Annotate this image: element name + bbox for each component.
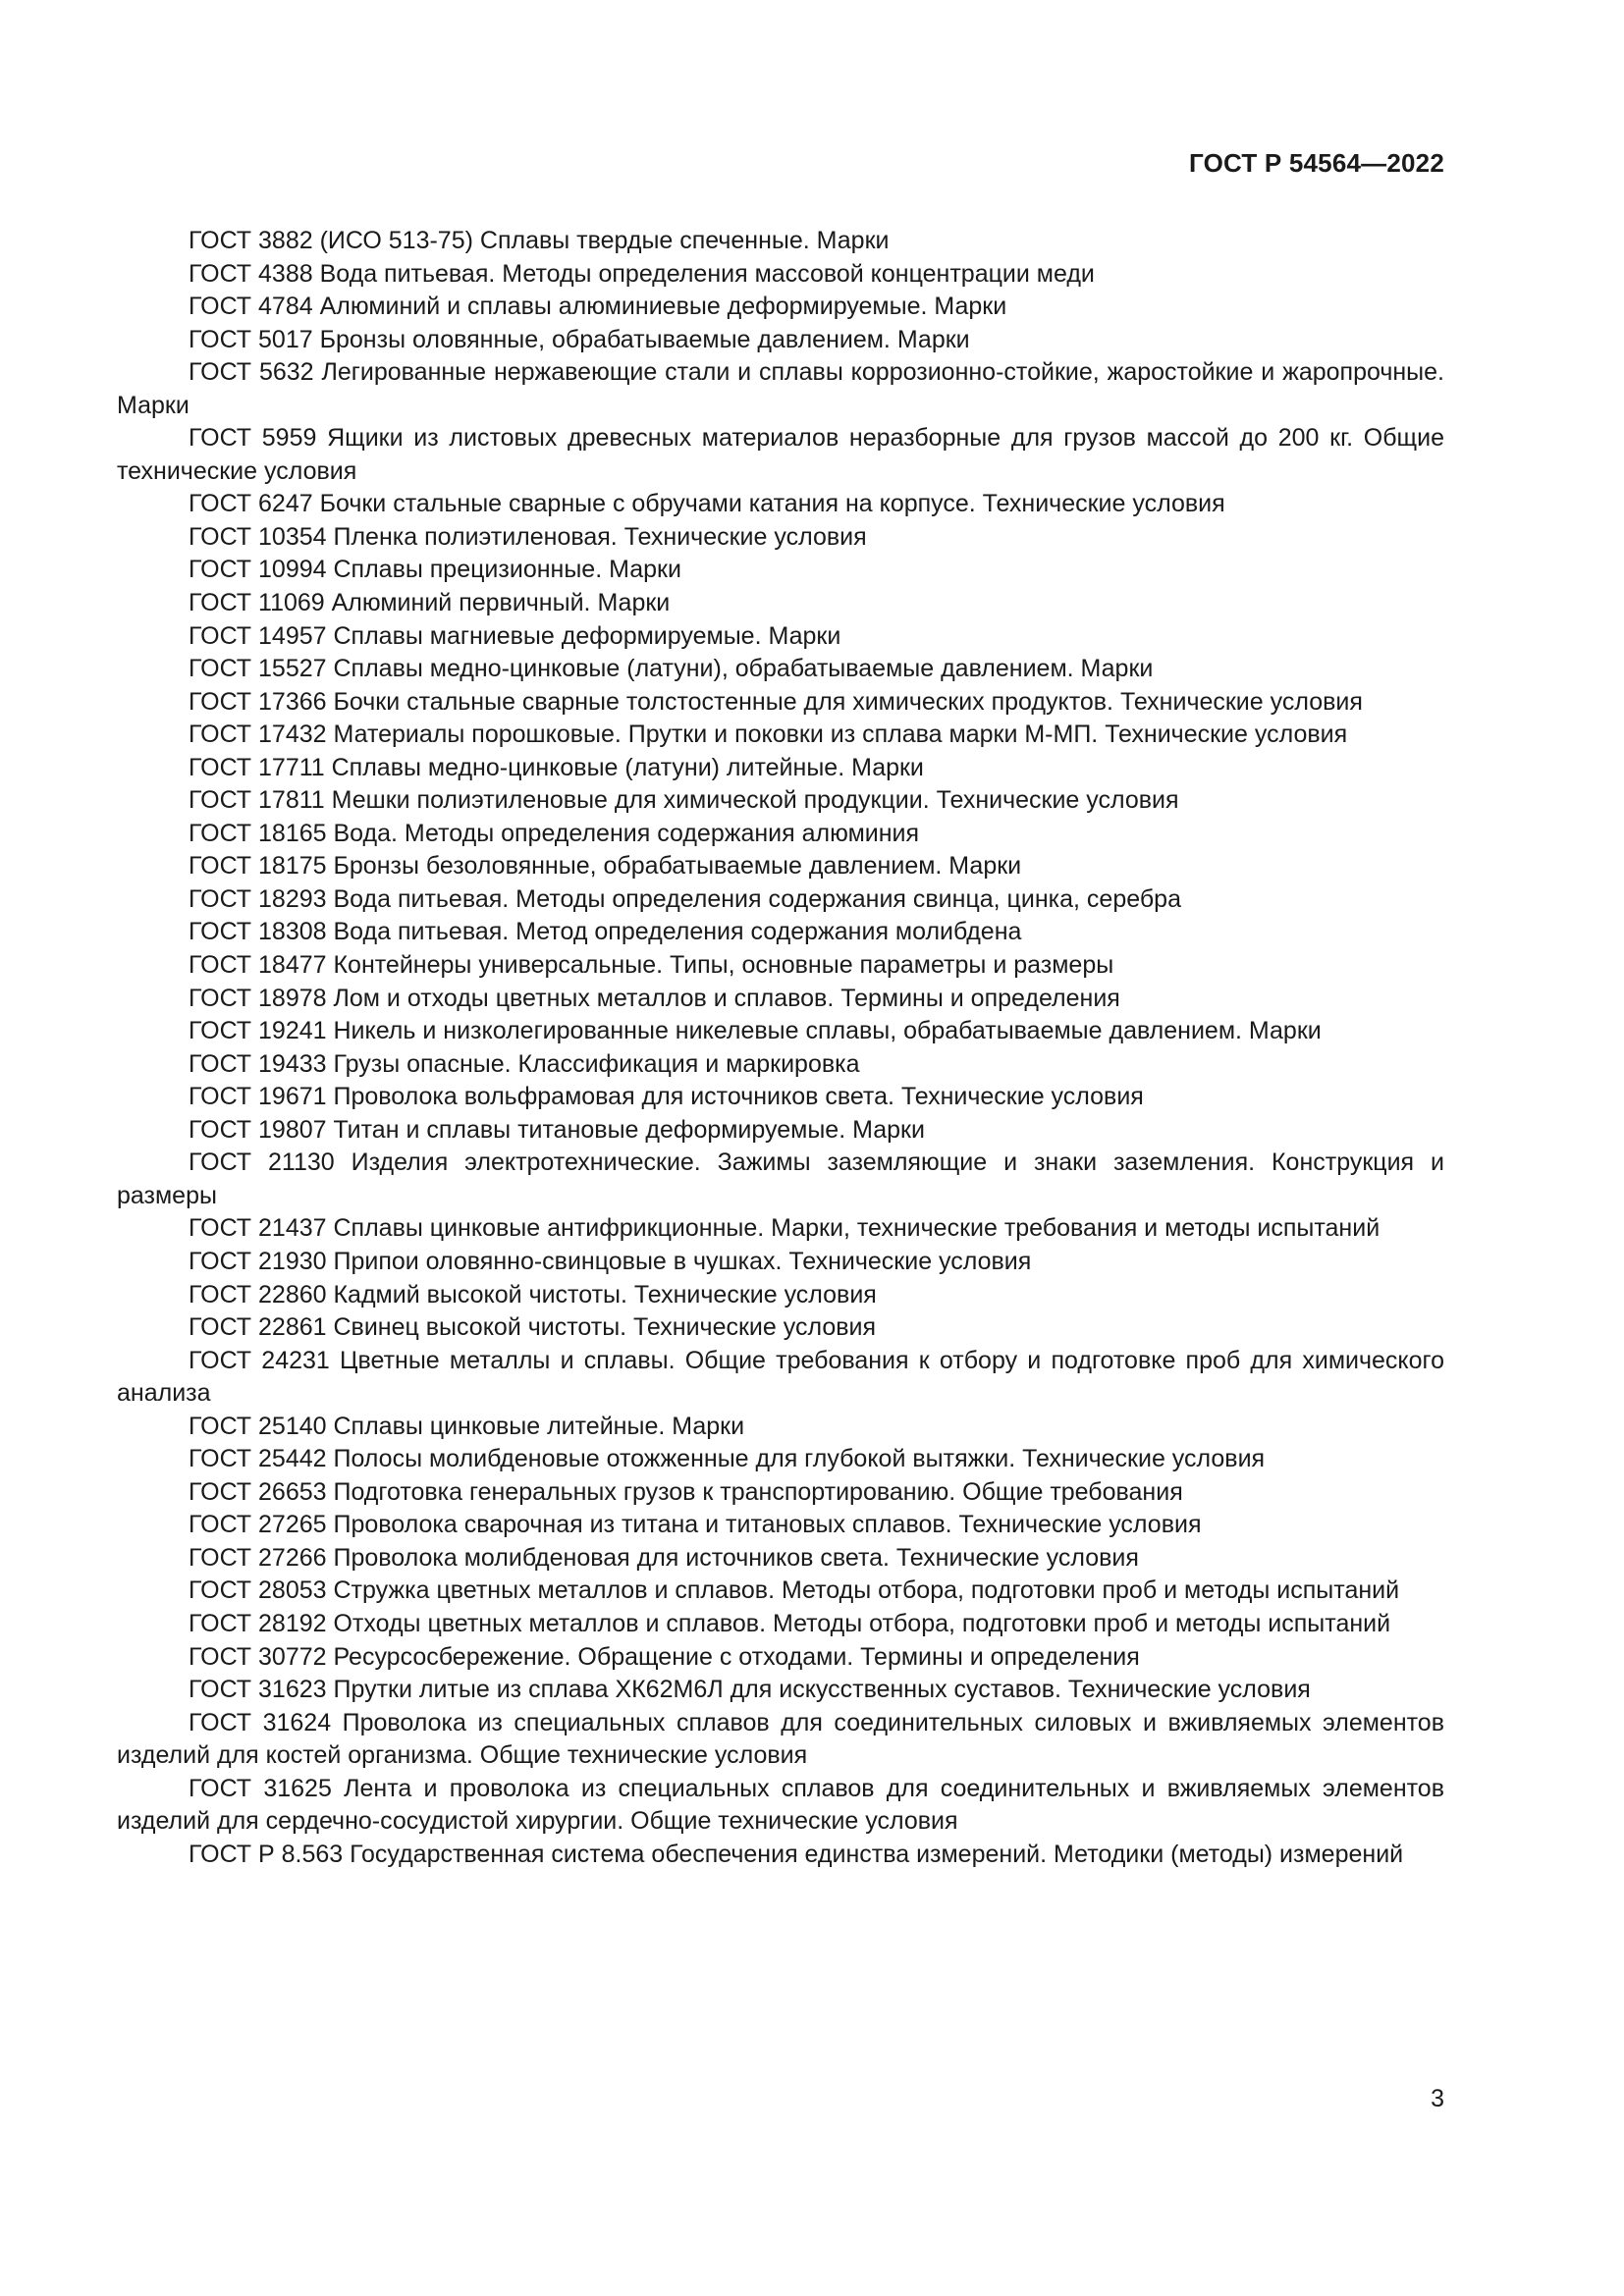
reference-entry: ГОСТ 17711 Сплавы медно-цинковые (латуни) литейные. Марки [189,753,924,781]
reference-entry: ГОСТ 14957 Сплавы магниевые деформируемые. Марки [189,621,841,650]
reference-entry: ГОСТ 30772 Ресурсосбережение. Обращение с отходами. Термины и определения [189,1642,1140,1671]
reference-entry: ГОСТ 18165 Вода. Методы определения содержания алюминия [189,819,920,847]
reference-entry: ГОСТ 17366 Бочки стальные сварные толстостенные для химических продуктов. Технические условия [189,687,1363,716]
reference-entry: ГОСТ Р 8.563 Государственная система обеспечения единства измерений. Методики (методы) измерений [189,1840,1404,1868]
reference-entry: ГОСТ 11069 Алюминий первичный. Марки [189,589,671,617]
reference-entry: ГОСТ 22861 Свинец высокой чистоты. Технические условия [189,1313,876,1342]
reference-entry: ГОСТ 25442 Полосы молибденовые отожженные для глубокой вытяжки. Технические условия [189,1445,1266,1473]
reference-entry: ГОСТ 4388 Вода питьевая. Методы определения массовой концентрации меди [189,259,1095,288]
reference-entry: ГОСТ 31624 Проволока из специальных сплавов для соединительных силовых и вживляемых элементов изделий для костей организма. Общие технические условия [117,1708,1444,1770]
reference-entry: ГОСТ 28192 Отходы цветных металлов и сплавов. Методы отбора, подготовки проб и методы испытаний [189,1609,1391,1637]
reference-entry: ГОСТ 25140 Сплавы цинковые литейные. Марки [189,1412,745,1440]
reference-entry: ГОСТ 28053 Стружка цветных металлов и сплавов. Методы отбора, подготовки проб и методы испытаний [189,1576,1400,1605]
reference-entry: ГОСТ 17432 Материалы порошковые. Прутки и поковки из сплава марки М-МП. Технические условия [189,721,1348,749]
reference-entry: ГОСТ 27266 Проволока молибденовая для источников света. Технические условия [189,1543,1139,1572]
reference-entry: ГОСТ 18175 Бронзы безоловянные, обрабатываемые давлением. Марки [189,852,1022,881]
reference-entry: ГОСТ 22860 Кадмий высокой чистоты. Технические условия [189,1280,877,1308]
reference-entry: ГОСТ 17811 Мешки полиэтиленовые для химической продукции. Технические условия [189,786,1179,815]
reference-entry: ГОСТ 21437 Сплавы цинковые антифрикционные. Марки, технические требования и методы испытаний [189,1214,1380,1243]
page-number: 3 [1431,2085,1444,2112]
reference-entry: ГОСТ 18978 Лом и отходы цветных металлов и сплавов. Термины и определения [189,984,1120,1012]
reference-entry: ГОСТ 18293 Вода питьевая. Методы определения содержания свинца, цинка, серебра [189,884,1181,913]
reference-entry: ГОСТ 5632 Легированные нержавеющие стали и сплавы коррозионно-стойкие, жаростойкие и жаропрочные. Марки [117,358,1444,419]
reference-entry: ГОСТ 18477 Контейнеры универсальные. Типы, основные параметры и размеры [189,951,1114,980]
normative-references-list [117,225,1444,1871]
reference-entry: ГОСТ 19671 Проволока вольфрамовая для источников света. Технические условия [189,1083,1144,1111]
reference-entry: ГОСТ 10354 Пленка полиэтиленовая. Технические условия [189,522,867,551]
reference-entry: ГОСТ 4784 Алюминий и сплавы алюминиевые деформируемые. Марки [189,293,1007,321]
reference-entry: ГОСТ 27265 Проволока сварочная из титана и титановых сплавов. Технические условия [189,1511,1202,1539]
reference-entry: ГОСТ 19241 Никель и низколегированные никелевые сплавы, обрабатываемые давлением. Марки [189,1017,1322,1045]
reference-entry: ГОСТ 6247 Бочки стальные сварные с обручами катания на корпусе. Технические условия [189,490,1225,518]
reference-entry: ГОСТ 21130 Изделия электротехнические. Зажимы заземляющие и знаки заземления. Конструкция и размеры [117,1148,1444,1209]
document-code-header: ГОСТ Р 54564—2022 [1189,148,1444,178]
reference-entry: ГОСТ 10994 Сплавы прецизионные. Марки [189,556,681,584]
reference-entry: ГОСТ 26653 Подготовка генеральных грузов к транспортированию. Общие требования [189,1477,1183,1506]
reference-entry: ГОСТ 18308 Вода питьевая. Метод определения содержания молибдена [189,918,1022,946]
reference-entry: ГОСТ 21930 Припои оловянно-свинцовые в чушках. Технические условия [189,1247,1032,1275]
reference-entry: ГОСТ 3882 (ИСО 513-75) Сплавы твердые спеченные. Марки [189,227,890,254]
reference-entry: ГОСТ 5017 Бронзы оловянные, обрабатываемые давлением. Марки [189,325,970,353]
reference-entry: ГОСТ 24231 Цветные металлы и сплавы. Общие требования к отбору и подготовке проб для химического анализа [117,1346,1444,1408]
reference-entry: ГОСТ 31625 Лента и проволока из специальных сплавов для соединительных и вживляемых элементов изделий для сердечно-сосудистой хирургии. Общие технические условия [117,1774,1444,1836]
reference-entry: ГОСТ 19807 Титан и сплавы титановые деформируемые. Марки [189,1115,925,1144]
reference-entry: ГОСТ 15527 Сплавы медно-цинковые (латуни), обрабатываемые давлением. Марки [189,655,1154,683]
reference-entry: ГОСТ 5959 Ящики из листовых древесных материалов неразборные для грузов массой до 200 кг. Общие технические условия [117,424,1444,485]
reference-entry: ГОСТ 31623 Прутки литые из сплава ХК62М6Л для искусственных суставов. Технические условия [189,1676,1311,1704]
reference-entry: ГОСТ 19433 Грузы опасные. Классификация и маркировка [189,1049,860,1078]
